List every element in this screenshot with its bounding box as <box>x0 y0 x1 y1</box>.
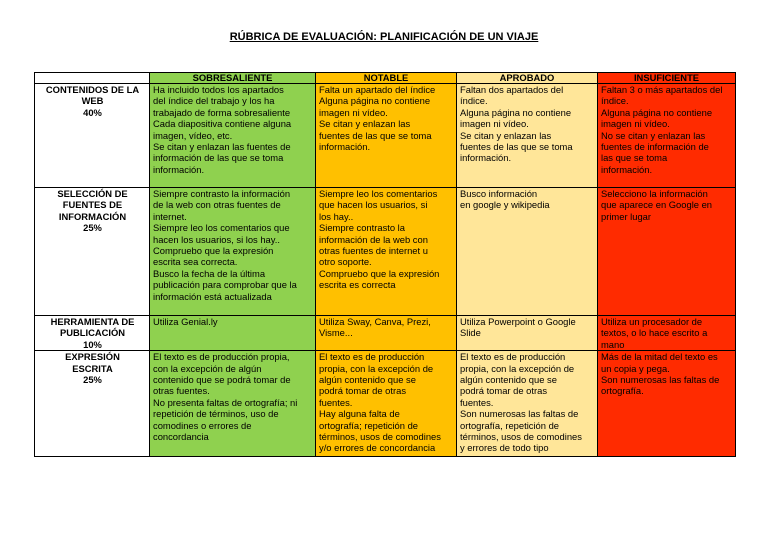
descriptor-line: algún contenido que se <box>319 374 416 386</box>
descriptor-cell-aprobado <box>457 316 598 351</box>
descriptor-line: mano <box>601 338 625 350</box>
descriptor-line: Siempre leo los comentarios que <box>153 222 290 234</box>
descriptor-line: comodines o errores de <box>153 419 252 431</box>
descriptor-line: podrá tomar de otras <box>460 385 548 397</box>
descriptor-cell-notable <box>316 84 457 188</box>
criterion-line: 40% <box>83 106 102 118</box>
descriptor-line: escrita sea correcta. <box>153 256 238 268</box>
descriptor-line: hacen los usuarios, si los hay.. <box>153 233 280 245</box>
descriptor-line: los hay.. <box>319 210 354 222</box>
rubric-row <box>35 188 736 316</box>
descriptor-line: El texto es de producción propia, <box>153 351 290 363</box>
descriptor-line: información. <box>153 163 205 175</box>
descriptor-line: propia, con la excepción de <box>319 362 434 374</box>
descriptor-line: Compruebo que la expresión <box>319 267 440 279</box>
descriptor-line: Faltan 3 o más apartados del <box>601 84 723 95</box>
descriptor-line: términos, usos de comodines <box>319 431 441 443</box>
header-aprobado: APROBADO <box>457 73 598 84</box>
criterion-line: PUBLICACIÓN <box>59 327 126 339</box>
descriptor-line: que aparece en Google en <box>601 199 713 211</box>
header-row <box>35 73 736 84</box>
descriptor-line: publicación para comprobar que la <box>153 279 297 291</box>
descriptor-line: Son numerosas las faltas de <box>460 408 579 420</box>
descriptor-line: No presenta faltas de ortografía; ni <box>153 396 298 408</box>
descriptor-line: Falta un apartado del índice <box>319 84 436 95</box>
criterion-cell <box>35 351 150 457</box>
descriptor-line: ortografía. <box>601 385 644 397</box>
criterion-line: HERRAMIENTA DE <box>50 316 135 327</box>
criterion-line: INFORMACIÓN <box>58 210 127 222</box>
descriptor-line: índice. <box>460 95 488 107</box>
rubric-row <box>35 316 736 351</box>
descriptor-line: imagen ni vídeo. <box>319 106 388 118</box>
descriptor-line: imagen ni vídeo. <box>460 118 529 130</box>
descriptor-cell-sobresaliente <box>150 316 316 351</box>
descriptor-line: Utiliza Powerpoint o Google <box>460 316 576 327</box>
descriptor-line: fuentes. <box>319 396 353 408</box>
descriptor-line: ortografía; repetición de <box>319 419 419 431</box>
descriptor-line: otras fuentes. <box>153 385 210 397</box>
criterion-cell <box>35 84 150 188</box>
header-notable: NOTABLE <box>316 73 457 84</box>
descriptor-line: imagen, vídeo, etc. <box>153 129 233 141</box>
descriptor-cell-sobresaliente <box>150 351 316 457</box>
descriptor-line: fuentes. <box>460 396 494 408</box>
descriptor-line: No se citan y enlazan las <box>601 129 706 141</box>
descriptor-line: en google y wikipedia <box>460 199 550 211</box>
descriptor-line: otro soporte. <box>319 256 372 268</box>
criterion-cell <box>35 316 150 351</box>
descriptor-line: ortografía, repetición de <box>460 419 560 431</box>
descriptor-line: contenido que se podrá tomar de <box>153 374 291 386</box>
descriptor-line: internet. <box>153 210 187 222</box>
descriptor-line: Cada diapositiva contiene alguna <box>153 118 292 130</box>
descriptor-line: Alguna página no contiene <box>319 95 431 107</box>
descriptor-line: información está actualizada <box>153 290 272 302</box>
criterion-line: SELECCIÓN DE <box>57 188 128 199</box>
descriptor-cell-notable <box>316 316 457 351</box>
criterion-line: 25% <box>83 374 102 386</box>
descriptor-line: Utiliza Genial.ly <box>153 316 218 327</box>
descriptor-line: información de las que se toma <box>153 152 284 164</box>
descriptor-line: de la web con otras fuentes de <box>153 199 281 211</box>
descriptor-line: repetición de términos, uso de <box>153 408 279 420</box>
descriptor-cell-insuficiente <box>598 188 736 316</box>
descriptor-line: Busco información <box>460 188 538 199</box>
descriptor-line: El texto es de producción <box>460 351 566 363</box>
rubric-row <box>35 351 736 457</box>
descriptor-line: fuentes de las que se toma <box>460 141 573 153</box>
criterion-line: 10% <box>83 338 102 350</box>
descriptor-line: textos, o lo hace escrito a <box>601 327 708 339</box>
descriptor-line: Compruebo que la expresión <box>153 245 274 257</box>
rubric-table <box>34 72 736 457</box>
descriptor-line: un copia y pega. <box>601 362 670 374</box>
descriptor-line: El texto es de producción <box>319 351 425 363</box>
page-title: RÚBRICA DE EVALUACIÓN: PLANIFICACIÓN DE UN VIAJE <box>229 31 539 43</box>
descriptor-line: términos, usos de comodines <box>460 431 582 443</box>
criterion-cell <box>35 188 150 316</box>
descriptor-line: Se citan y enlazan las fuentes de <box>153 141 291 153</box>
criterion-line: WEB <box>81 95 104 107</box>
descriptor-line: Siempre contrasto la <box>319 222 405 234</box>
header-empty <box>35 73 150 84</box>
descriptor-cell-insuficiente <box>598 351 736 457</box>
descriptor-cell-aprobado <box>457 188 598 316</box>
descriptor-line: trabajado de forma sobresaliente <box>153 106 291 118</box>
descriptor-line: primer lugar <box>601 210 652 222</box>
descriptor-line: algún contenido que se <box>460 374 557 386</box>
criterion-line: CONTENIDOS DE LA <box>45 84 140 95</box>
descriptor-cell-aprobado <box>457 351 598 457</box>
criterion-line: FUENTES DE <box>62 199 123 211</box>
header-sobresaliente: SOBRESALIENTE <box>150 73 316 84</box>
descriptor-cell-aprobado <box>457 84 598 188</box>
descriptor-cell-sobresaliente <box>150 84 316 188</box>
descriptor-line: imagen ni vídeo. <box>601 118 670 130</box>
descriptor-line: Más de la mitad del texto es <box>601 351 718 363</box>
descriptor-line: Son numerosas las faltas de <box>601 374 720 386</box>
descriptor-line: que hacen los usuarios, si <box>319 199 428 211</box>
descriptor-cell-insuficiente <box>598 84 736 188</box>
descriptor-cell-notable <box>316 351 457 457</box>
descriptor-line: propia, con la excepción de <box>460 362 575 374</box>
descriptor-line: Alguna página no contiene <box>460 106 572 118</box>
descriptor-line: Hay alguna falta de <box>319 408 400 420</box>
descriptor-line: Selecciono la información <box>601 188 708 199</box>
descriptor-line: con la excepción de algún <box>153 362 262 374</box>
header-insuficiente: INSUFICIENTE <box>598 73 736 84</box>
descriptor-line: información. <box>601 163 653 175</box>
descriptor-line: y/o errores de concordancia <box>319 442 436 454</box>
descriptor-line: Utiliza Sway, Canva, Prezi, <box>319 316 431 327</box>
descriptor-line: Slide <box>460 327 481 339</box>
criterion-line: 25% <box>83 222 102 234</box>
descriptor-line: las que se toma <box>601 152 668 164</box>
descriptor-line: fuentes de las que se toma <box>319 129 432 141</box>
descriptor-line: Siempre contrasto la información <box>153 188 291 199</box>
descriptor-line: información. <box>460 152 512 164</box>
descriptor-line: índice. <box>601 95 629 107</box>
criterion-line: ESCRITA <box>72 362 113 374</box>
descriptor-line: concordancia <box>153 431 209 443</box>
descriptor-line: y errores de todo tipo <box>460 442 549 454</box>
descriptor-line: Utiliza un procesador de <box>601 316 703 327</box>
descriptor-cell-insuficiente <box>598 316 736 351</box>
descriptor-cell-sobresaliente <box>150 188 316 316</box>
descriptor-line: Faltan dos apartados del <box>460 84 564 95</box>
descriptor-line: Ha incluido todos los apartados <box>153 84 284 95</box>
descriptor-line: escrita es correcta <box>319 279 396 291</box>
criterion-line: EXPRESIÓN <box>65 351 120 363</box>
descriptor-line: información de la web con <box>319 233 428 245</box>
descriptor-line: otras fuentes de internet u <box>319 245 428 257</box>
descriptor-line: Busco la fecha de la última <box>153 267 266 279</box>
descriptor-line: fuentes de información de <box>601 141 709 153</box>
descriptor-line: del índice del trabajo y los ha <box>153 95 275 107</box>
descriptor-line: Siempre leo los comentarios <box>319 188 438 199</box>
descriptor-line: Se citan y enlazan las <box>319 118 411 130</box>
rubric-row <box>35 84 736 188</box>
descriptor-cell-notable <box>316 188 457 316</box>
descriptor-line: Alguna página no contiene <box>601 106 713 118</box>
descriptor-line: podrá tomar de otras <box>319 385 407 397</box>
descriptor-line: información. <box>319 141 371 153</box>
descriptor-line: Se citan y enlazan las <box>460 129 552 141</box>
descriptor-line: Visme... <box>319 327 353 339</box>
